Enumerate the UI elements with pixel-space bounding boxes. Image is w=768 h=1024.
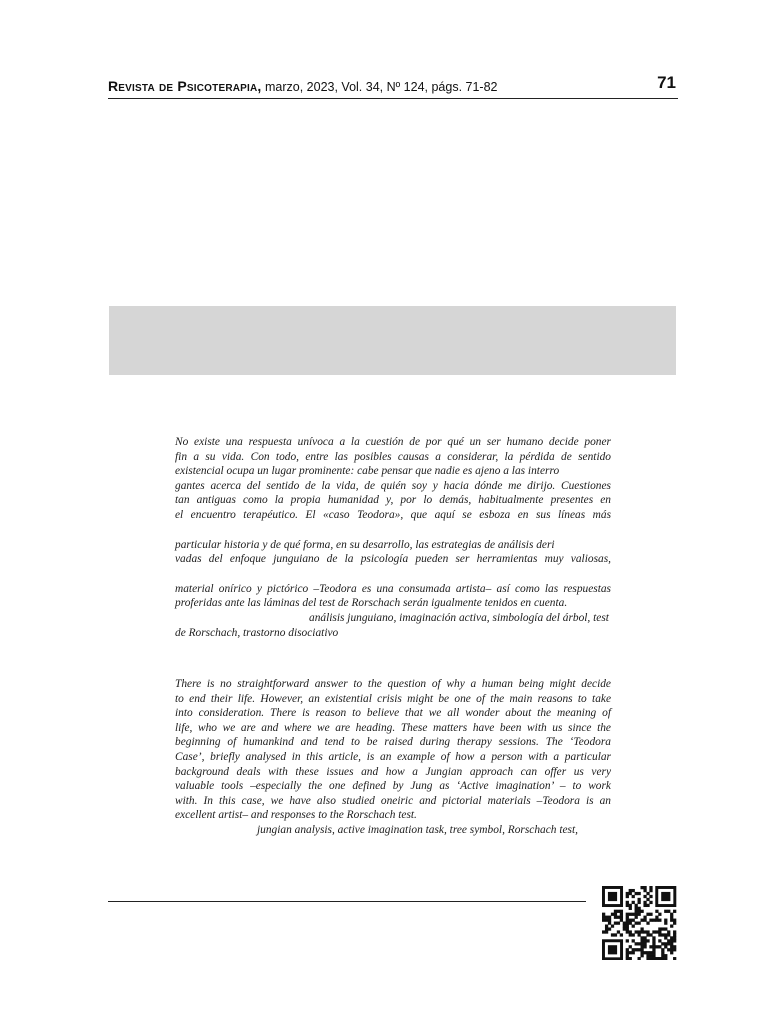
keywords-es-continued: de Rorschach, trastorno disociativo <box>175 626 339 639</box>
abstract-en-line: beginning of humankind and tend to be raised during therapy sessions. The ‘Teodora <box>175 736 611 749</box>
abstract-es-line: No existe una respuesta unívoca a la cuestión de por qué un ser humano decide poner <box>175 436 611 448</box>
abstract-es-line: fin a su vida. Con todo, entre las posibles causas a considerar, la pérdida de sentido <box>175 450 611 463</box>
qr-code-icon[interactable] <box>600 886 678 960</box>
abstract-es-line: vadas del enfoque junguiano de la psicología pueden ser herramientas muy valiosas, <box>175 553 611 566</box>
abstract-es-line: existencial ocupa un lugar prominente: cabe pensar que nadie es ajeno a las interro <box>175 465 560 478</box>
journal-name: Revista de Psicoterapia, <box>108 78 262 94</box>
abstract-en-line: into consideration. There is reason to believe that we all wonder about the meaning of <box>175 707 611 720</box>
abstract-es-line: gantes acerca del sentido de la vida, de quién soy y hacia dónde me dirijo. Cuestiones <box>175 479 611 492</box>
running-header <box>108 72 678 99</box>
abstract-en-line: background deals with these issues and how a Jungian approach can offer us very <box>175 765 611 778</box>
abstract-spanish <box>175 435 611 640</box>
journal-citation <box>108 78 498 94</box>
abstract-es-line: el encuentro terapéutico. El «caso Teodora», que aquí se esboza en sus líneas más <box>175 508 611 521</box>
keywords-en: jungian analysis, active imagination task, tree symbol, Rorschach test, <box>257 823 579 836</box>
footer-rule <box>108 901 586 902</box>
issue-details: marzo, 2023, Vol. 34, Nº 124, págs. 71-82 <box>261 80 498 94</box>
title-band <box>109 306 676 375</box>
abstract-es-line: material onírico y pictórico –Teodora es una consumada artista– así como las respuestas <box>175 582 611 595</box>
abstract-es-line: proferidas ante las láminas del test de Rorschach serán igualmente tenidos en cuenta. <box>175 597 568 610</box>
abstract-en-line: Case’, briefly analysed in this article, is an example of how a person with a particular <box>175 750 611 763</box>
abstract-en-line: excellent artist– and responses to the Rorschach test. <box>175 809 417 822</box>
abstract-es-line: particular historia y de qué forma, en su desarrollo, las estrategias de análisis deri <box>175 538 555 551</box>
abstract-en-line: to end their life. However, an existential crisis might be one of the main reasons to take <box>175 692 611 705</box>
abstract-en-line: with. In this case, we have also studied oneiric and pictorial materials –Teodora is an <box>175 794 611 807</box>
abstract-en-line: life, who we are and where we are heading. These matters have been with us since the <box>175 721 611 734</box>
page-number: 71 <box>657 73 676 92</box>
abstract-english <box>175 677 611 838</box>
abstract-en-line: valuable tools –especially the one defined by Jung as ‘Active imagination’ – to work <box>175 780 611 793</box>
keywords-es: análisis junguiano, imaginación activa, simbología del árbol, test <box>309 611 609 624</box>
abstract-en-line: There is no straightforward answer to the question of why a human being might decide <box>175 678 611 690</box>
abstract-es-line: tan antiguas como la propia humanidad y, por lo demás, habitualmente presentes en <box>175 494 611 507</box>
